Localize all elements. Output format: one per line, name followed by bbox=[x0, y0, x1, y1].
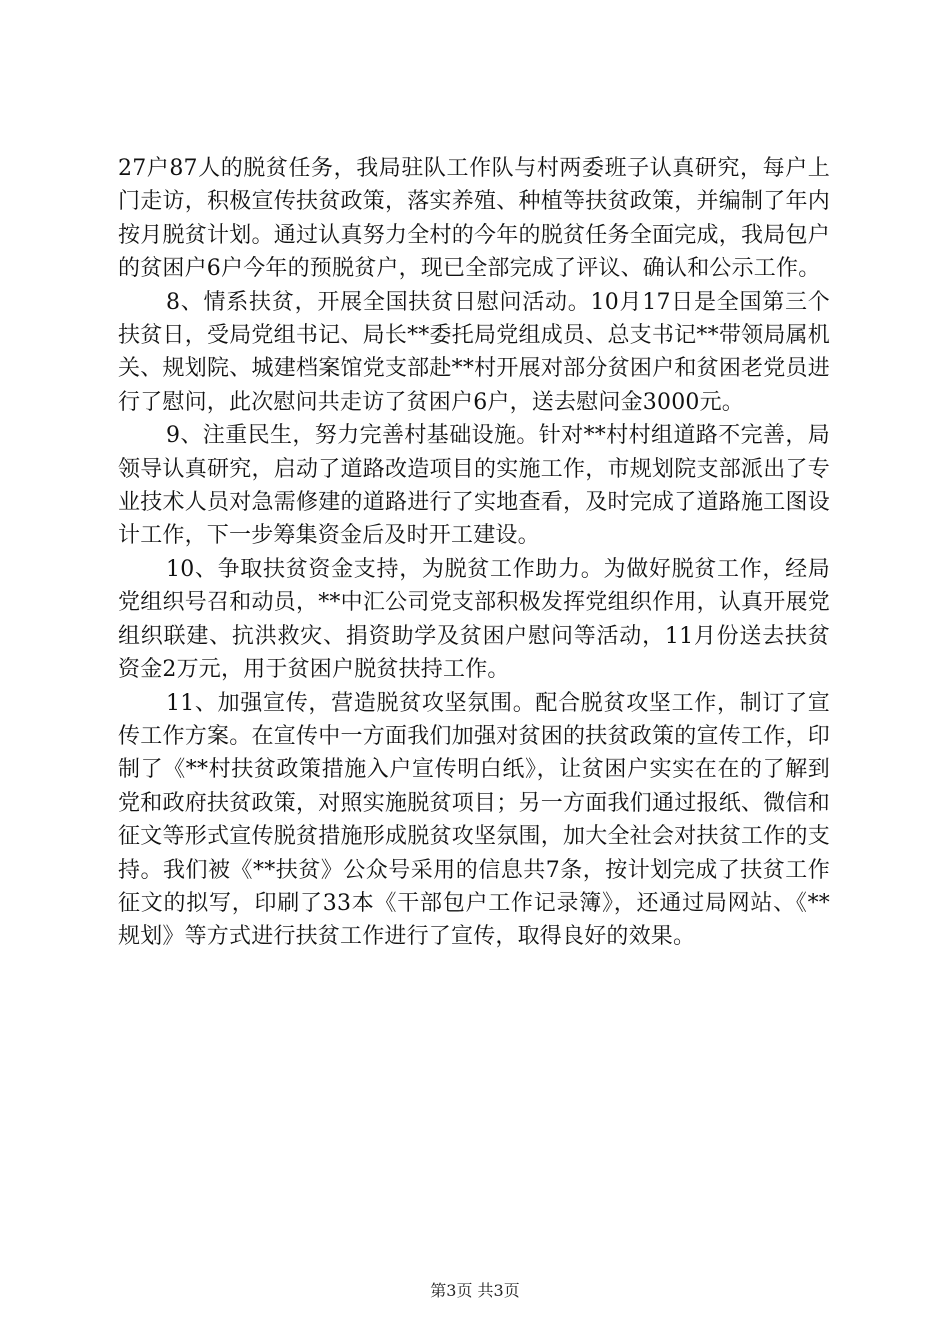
page-number: 第3页 共3页 bbox=[430, 1281, 520, 1300]
paragraph-item-8: 8、情系扶贫，开展全国扶贫日慰问活动。10月17日是全国第三个扶贫日，受局党组书记、局长**委托局党组成员、总支书记**带领局属机关、规划院、城建档案馆党支部赴**村开展对部分贫困户和贫困老党员进行了慰问，此次慰问共走访了贫困户6户，送去慰问金3000元。 bbox=[118, 289, 830, 415]
paragraph-item-11: 11、加强宣传，营造脱贫攻坚氛围。配合脱贫攻坚工作，制订了宣传工作方案。在宣传中一方面我们加强对贫困的扶贫政策的宣传工作，印制了《**村扶贫政策措施入户宣传明白纸》，让贫困户实实在在的了解到党和政府扶贫政策，对照实施脱贫项目；另一方面我们通过报纸、微信和征文等形式宣传脱贫措施形成脱贫攻坚氛围，加大全社会对扶贫工作的支持。我们被《**扶贫》公众号采用的信息共7条，按计划完成了扶贫工作征文的拟写，印刷了33本《干部包户工作记录簿》，还通过局网站、《**规划》等方式进行扶贫工作进行了宣传，取得良好的效果。 bbox=[118, 690, 830, 950]
paragraph-continuation: 27户87人的脱贫任务，我局驻队工作队与村两委班子认真研究，每户上门走访，积极宣传扶贫政策，落实养殖、种植等扶贫政策，并编制了年内按月脱贫计划。通过认真努力全村的今年的脱贫任务全面完成，我局包户的贫困户6户今年的预脱贫户，现已全部完成了评议、确认和公示工作。 bbox=[118, 156, 830, 282]
page-footer bbox=[0, 1278, 950, 1301]
paragraph-item-9: 9、注重民生，努力完善村基础设施。针对**村村组道路不完善，局领导认真研究，启动了道路改造项目的实施工作，市规划院支部派出了专业技术人员对急需修建的道路进行了实地查看，及时完成了道路施工图设计工作，下一步筹集资金后及时开工建设。 bbox=[118, 423, 830, 549]
document-body bbox=[118, 152, 830, 954]
paragraph-item-10: 10、争取扶贫资金支持，为脱贫工作助力。为做好脱贫工作，经局党组织号召和动员，**中汇公司党支部积极发挥党组织作用，认真开展党组织联建、抗洪救灾、捐资助学及贫困户慰问等活动，11月份送去扶贫资金2万元，用于贫困户脱贫扶持工作。 bbox=[118, 556, 830, 683]
